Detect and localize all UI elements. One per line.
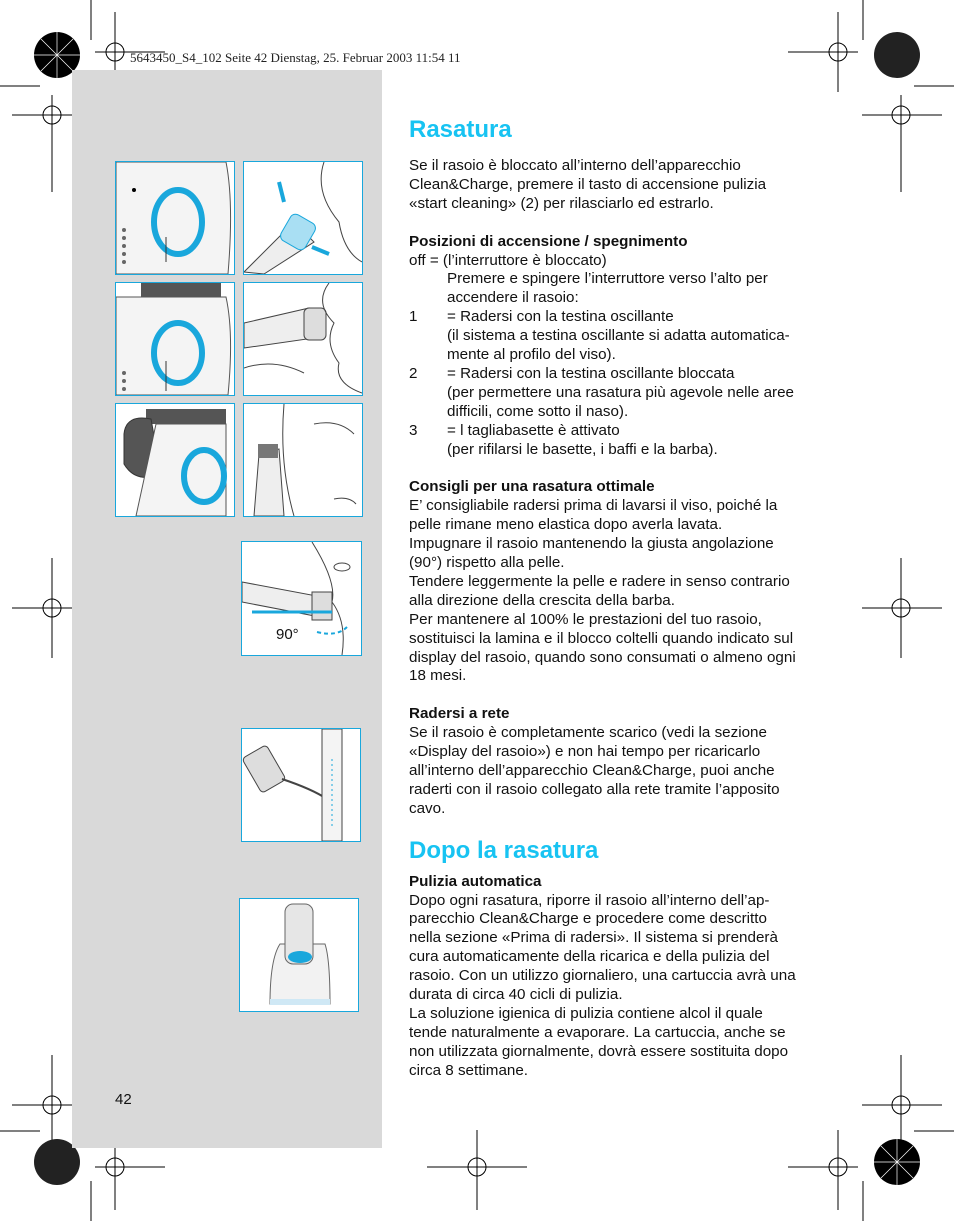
tips-line: Tendere leggermente la pelle e radere in senso contrario [409, 572, 790, 590]
tips-line: Impugnare il rasoio mantenendo la giusta angolazione [409, 535, 774, 553]
position-number: 3 [409, 421, 418, 439]
position-detail-line: (per permettere una rasatura più agevole nelle aree [447, 383, 794, 401]
mains-line: all’interno dell’apparecchio Clean&Charge, puoi anche [409, 761, 775, 779]
position-detail-line: mente al profilo del viso). [447, 346, 616, 364]
position-detail-line: (il sistema a testina oscillante si adatta automatica- [447, 327, 790, 345]
position-number: 1 [409, 308, 418, 326]
section-title-rasatura: Rasatura [409, 116, 512, 143]
mains-line: Se il rasoio è completamente scarico (vedi la sezione [409, 724, 767, 742]
cleaning-line: Dopo ogni rasatura, riporre il rasoio all’interno dell’ap- [409, 891, 770, 909]
intro-line: «start cleaning» (2) per rilasciarlo ed estrarlo. [409, 194, 714, 212]
off-position: off = (l’interruttore è bloccato) [409, 251, 607, 269]
tips-heading: Consigli per una rasatura ottimale [409, 478, 655, 496]
tips-line: alla direzione della crescita della barba. [409, 591, 675, 609]
page-number: 42 [115, 1091, 132, 1108]
tips-line: 18 mesi. [409, 667, 467, 685]
off-detail-line: accendere il rasoio: [447, 289, 579, 307]
shaving-under-nose-illustration [243, 282, 363, 396]
cleaning-line: non utilizzata giornalmente, dovrà essere sostituita dopo [409, 1042, 789, 1060]
tips-line: sostituisci la lamina e il blocco coltelli quando indicato sul [409, 629, 794, 647]
position-text: = l tagliabasette è attivato [447, 421, 620, 439]
position-item [409, 308, 839, 327]
position-detail-line: (per rifilarsi le basette, i baffi e la barba). [447, 440, 718, 458]
position-text: = Radersi con la testina oscillante [447, 308, 674, 326]
cleaning-line: durata di circa 40 cicli di pulizia. [409, 986, 623, 1004]
ninety-degree-angle-illustration [241, 541, 362, 656]
clean-and-charge-station-illustration [239, 898, 359, 1012]
cleaning-heading: Pulizia automatica [409, 872, 542, 890]
position-text: = Radersi con la testina oscillante bloccata [447, 364, 735, 382]
intro-line: Se il rasoio è bloccato all’interno dell’apparecchio [409, 157, 741, 174]
angle-label: 90° [276, 626, 299, 643]
switch-position-1-illustration [115, 161, 235, 275]
mains-heading: Radersi a rete [409, 705, 510, 723]
section-title-dopo-la-rasatura: Dopo la rasatura [409, 836, 599, 864]
oscillating-head-illustration [243, 161, 363, 275]
switch-position-2-illustration [115, 282, 235, 396]
position-item [409, 422, 839, 441]
cleaning-line: nella sezione «Prima di radersi». Il sistema si prenderà [409, 929, 778, 947]
mains-line: cavo. [409, 799, 446, 817]
position-detail-line: difficili, come sotto il naso). [447, 402, 629, 420]
cleaning-line: tende naturalmente a evaporare. La cartuccia, anche se [409, 1023, 786, 1041]
tips-line: pelle rimane meno elastica dopo averla lavata. [409, 516, 723, 534]
positions-heading: Posizioni di accensione / spegnimento [409, 232, 688, 250]
tips-line: E’ consigliabile radersi prima di lavarsi il viso, poiché la [409, 497, 778, 515]
tips-line: (90°) rispetto alla pelle. [409, 554, 565, 571]
tips-line: display del rasoio, quando sono consumati o almeno ogni [409, 648, 796, 666]
position-number: 2 [409, 364, 418, 382]
cleaning-line: rasoio. Con un utilizzo giornaliero, una cartuccia avrà una [409, 967, 796, 985]
mains-cord-illustration [241, 728, 361, 842]
long-hair-trimmer-illustration [115, 403, 235, 517]
tips-line: Per mantenere al 100% le prestazioni del tuo rasoio, [409, 610, 762, 628]
cleaning-line: circa 8 settimane. [409, 1061, 529, 1079]
cleaning-line: parecchio Clean&Charge e procedere come descritto [409, 910, 767, 928]
cleaning-line: La soluzione igienica di pulizia contiene alcol il quale [409, 1005, 763, 1023]
sideburn-trimming-illustration [243, 403, 363, 517]
mains-line: «Display del rasoio») e non hai tempo per ricaricarlo [409, 743, 761, 761]
cleaning-line: cura automaticamente della ricarica e della pulizia del [409, 948, 770, 966]
mains-line: raderti con il rasoio collegato alla rete tramite l’apposito [409, 780, 780, 798]
print-slug: 5643450_S4_102 Seite 42 Dienstag, 25. Februar 2003 11:54 11 [130, 50, 461, 65]
intro-line: Clean&Charge, premere il tasto di accensione pulizia [409, 175, 767, 193]
position-item [409, 365, 839, 384]
main-text-column [409, 112, 839, 1081]
off-detail-line: Premere e spingere l’interruttore verso l’alto per [447, 270, 768, 288]
